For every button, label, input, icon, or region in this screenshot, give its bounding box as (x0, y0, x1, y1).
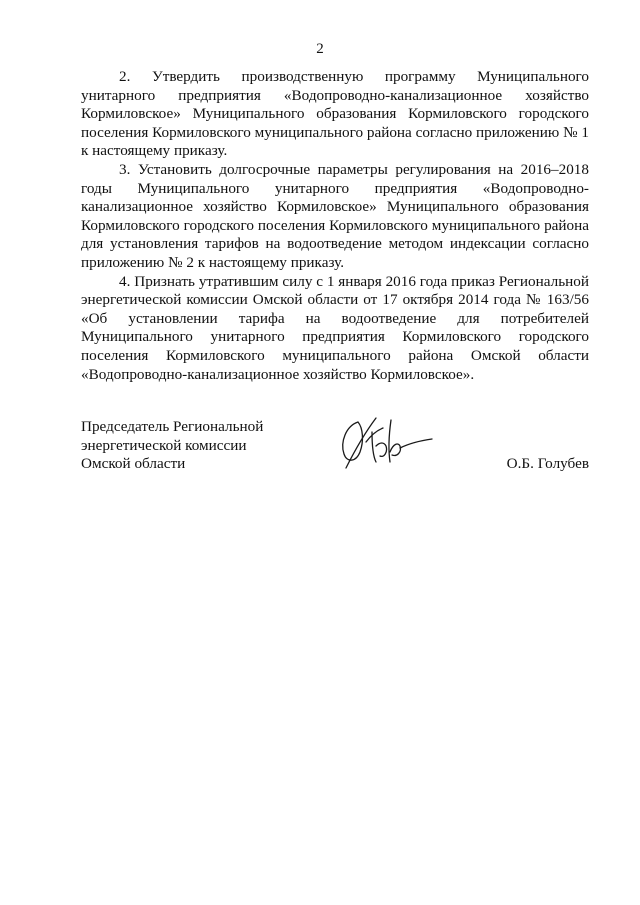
paragraph-item-3: 3. Установить долгосрочные параметры регулирования на 2016–2018 годы Муниципального унитарного предприятия «Водопроводно-канализационное хозяйство Кормиловское» Муниципального образования Кормиловского городского поселения Кормиловского муниципального района для установления тарифов на водоотведение методом индексации согласно приложению № 2 к настоящему приказу. (81, 160, 589, 271)
signatory-title-line: энергетической комиссии (81, 436, 247, 454)
paragraph-item-2: 2. Утвердить производственную программу Муниципального унитарного предприятия «Водопроводно-канализационное хозяйство Кормиловское» Муниципального образования Кормиловского городского поселения Кормиловского муниципального района согласно приложению № 1 к настоящему приказу. (81, 68, 589, 160)
signature-block (81, 418, 589, 498)
handwritten-signature (336, 412, 440, 474)
signatory-title-line: Председатель Региональной (81, 418, 264, 435)
signatory-name: О.Б. Голубев (506, 455, 589, 472)
page-number: 2 (316, 41, 324, 57)
document-body (81, 68, 589, 384)
signatory-title (81, 418, 263, 474)
paragraph-item-4: 4. Признать утратившим силу с 1 января 2016 года приказ Региональной энергетической комиссии Омской области от 17 октября 2014 года № 163/56 «Об установлении тарифа на водоотведение для потребителей Муниципального унитарного предприятия Кормиловского городского поселения Кормиловского муниципального района Омской области «Водопроводно-канализационное хозяйство Кормиловское». (81, 272, 589, 383)
signatory-title-line: Омской области (81, 455, 186, 473)
